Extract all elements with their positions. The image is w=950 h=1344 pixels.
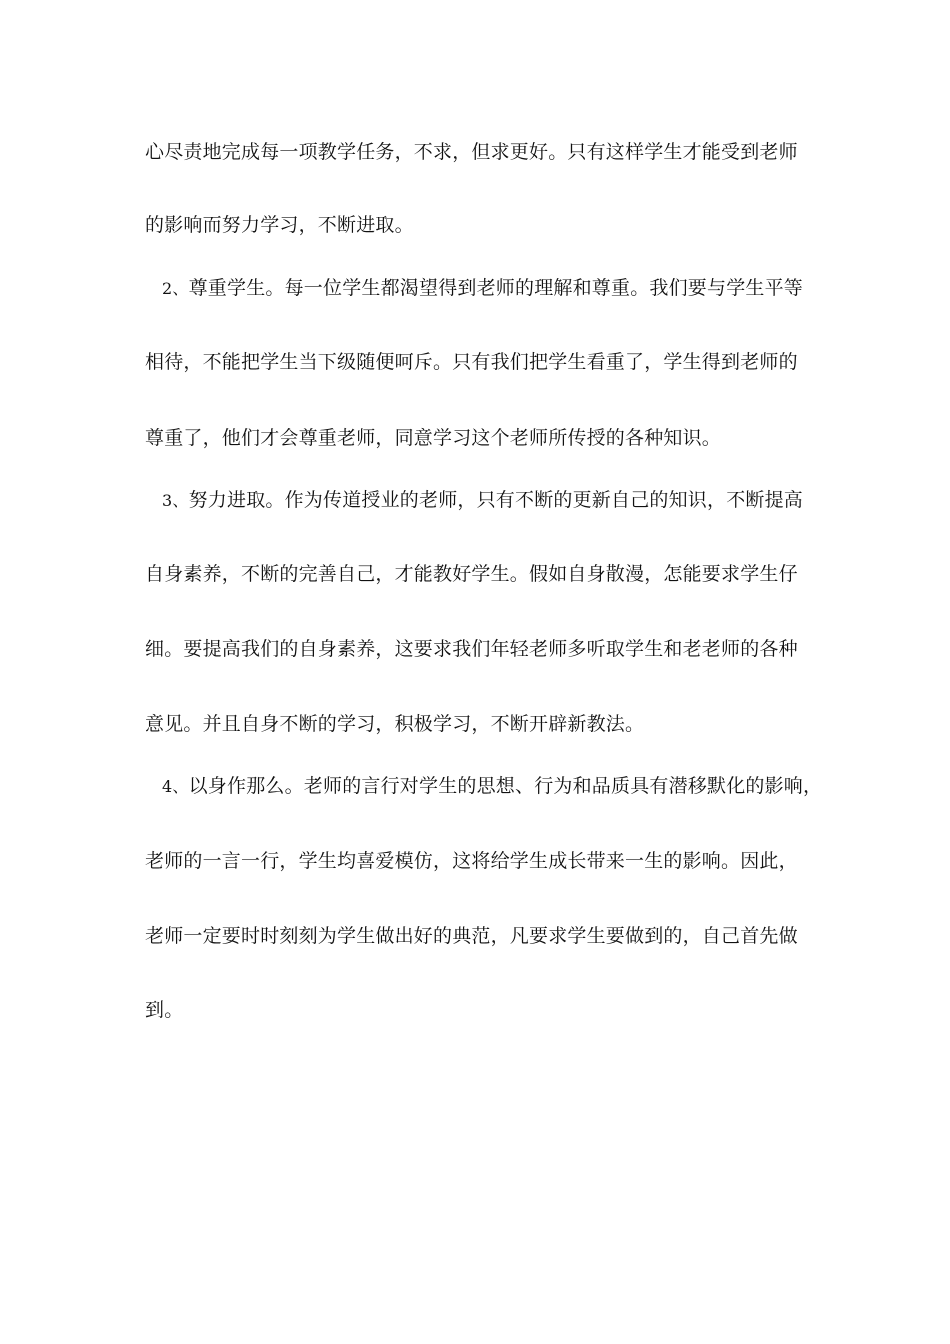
paragraph-line: 老师的一言一行，学生均喜爱模仿，这将给学生成长带来一生的影响。因此，: [145, 850, 798, 872]
paragraph-line: 相待，不能把学生当下级随便呵斥。只有我们把学生看重了，学生得到老师的: [145, 351, 798, 373]
list-item-3-first-line: [162, 487, 842, 514]
list-number: 2、: [162, 279, 189, 298]
paragraph-text: 努力进取。作为传道授业的老师，只有不断的更新自己的知识，不断提高: [188, 489, 803, 511]
list-item-2-first-line: [162, 275, 842, 302]
list-number: 4、: [162, 777, 189, 796]
paragraph-text: 以身作那么。老师的言行对学生的思想、行为和品质具有潜移默化的影响，: [188, 775, 823, 797]
paragraph-line: 细。要提高我们的自身素养，这要求我们年轻老师多听取学生和老老师的各种: [145, 638, 798, 660]
paragraph-line: 心尽责地完成每一项教学任务，不求，但求更好。只有这样学生才能受到老师: [145, 141, 798, 163]
paragraph-line: 到。: [145, 999, 184, 1021]
paragraph-line: 意见。并且自身不断的学习，积极学习，不断开辟新教法。: [145, 713, 645, 735]
paragraph-text: 尊重学生。每一位学生都渴望得到老师的理解和尊重。我们要与学生平等: [188, 277, 803, 299]
list-item-4-first-line: [162, 773, 842, 800]
paragraph-line: 自身素养，不断的完善自己，才能教好学生。假如自身散漫，怎能要求学生仔: [145, 563, 798, 585]
paragraph-line: 的影响而努力学习，不断进取。: [145, 214, 414, 236]
list-number: 3、: [162, 491, 189, 510]
paragraph-line: 尊重了，他们才会尊重老师，同意学习这个老师所传授的各种知识。: [145, 427, 722, 449]
paragraph-line: 老师一定要时时刻刻为学生做出好的典范，凡要求学生要做到的，自己首先做: [145, 925, 798, 947]
